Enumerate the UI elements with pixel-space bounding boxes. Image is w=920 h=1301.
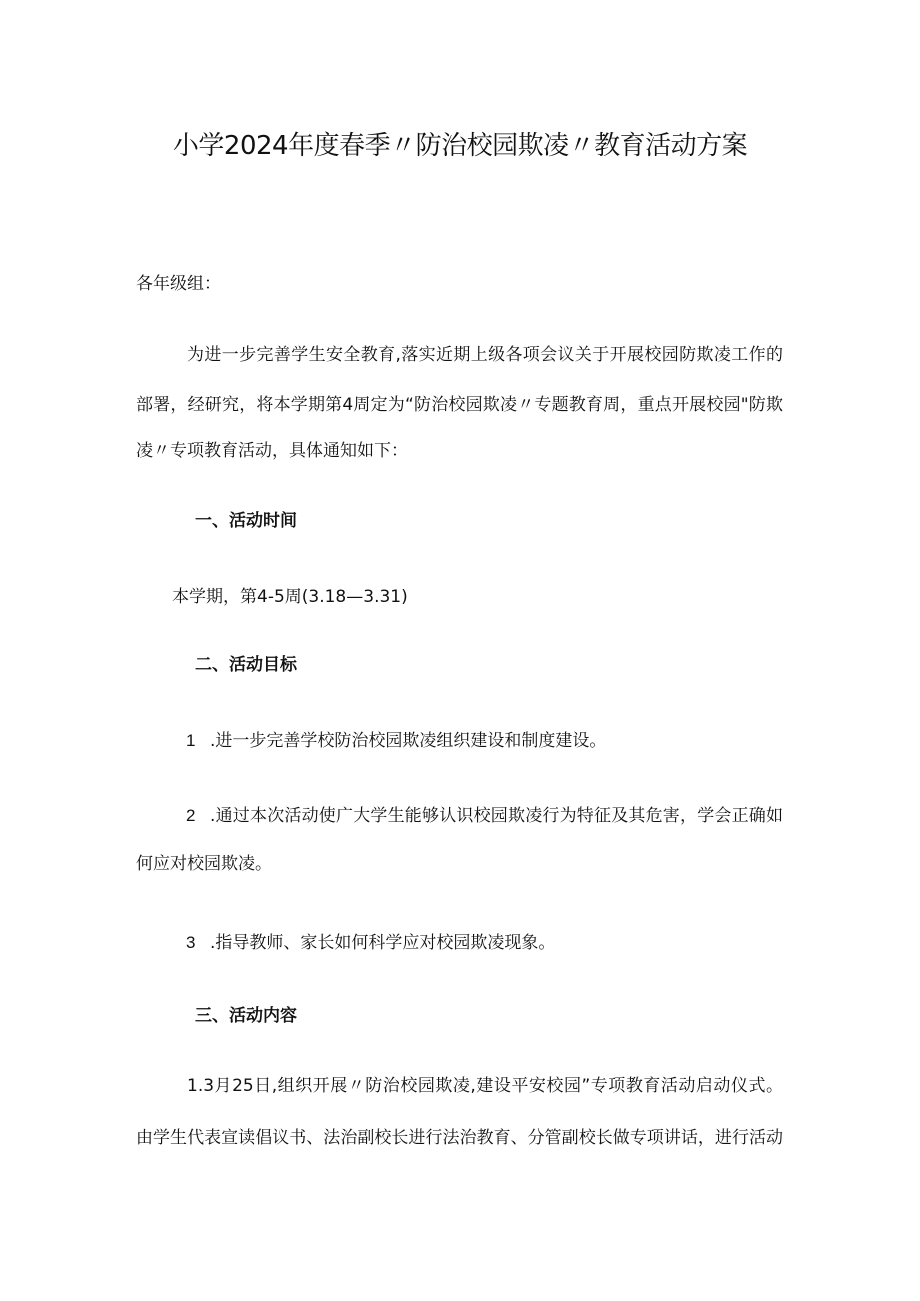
goal-number-2: 2 — [186, 806, 196, 825]
section-heading-time: 一、活动时间 — [195, 511, 297, 531]
goal-number-3: 3 — [186, 933, 196, 952]
section-heading-goals: 二、活动目标 — [195, 655, 297, 675]
intro-line-3: 凌〃专项教育活动，具体通知如下： — [136, 441, 408, 461]
salutation: 各年级组： — [136, 274, 221, 294]
section-time-body: 本学期，第4-5周(3.18—3.31) — [172, 587, 408, 607]
intro-line-1: 为进一步完善学生安全教育,落实近期上级各项会议关于开展校园防欺凌工作的 — [187, 345, 783, 365]
document-title: 小学2024年度春季〃防治校园欺凌〃教育活动方案 — [172, 131, 748, 161]
content-line-1: 1.3月25日,组织开展〃防治校园欺凌,建设平安校园”专项教育活动启动仪式。 — [187, 1076, 783, 1096]
goal-text-3: .指导教师、家长如何科学应对校园欺凌现象。 — [210, 933, 556, 953]
goal-text-2-line-1: .通过本次活动使广大学生能够认识校园欺凌行为特征及其危害，学会正确如 — [210, 806, 783, 826]
intro-line-2: 部署，经研究，将本学期第4周定为“防治校园欺凌〃专题教育周，重点开展校园"防欺 — [136, 395, 783, 415]
goal-number-1: 1 — [186, 731, 196, 750]
section-heading-content: 三、活动内容 — [195, 1006, 297, 1026]
goal-text-2-line-2: 何应对校园欺凌。 — [136, 854, 272, 874]
content-line-2: 由学生代表宣读倡议书、法治副校长进行法治教育、分管副校长做专项讲话，进行活动 — [136, 1128, 783, 1148]
goal-text-1: .进一步完善学校防治校园欺凌组织建设和制度建设。 — [210, 731, 607, 751]
